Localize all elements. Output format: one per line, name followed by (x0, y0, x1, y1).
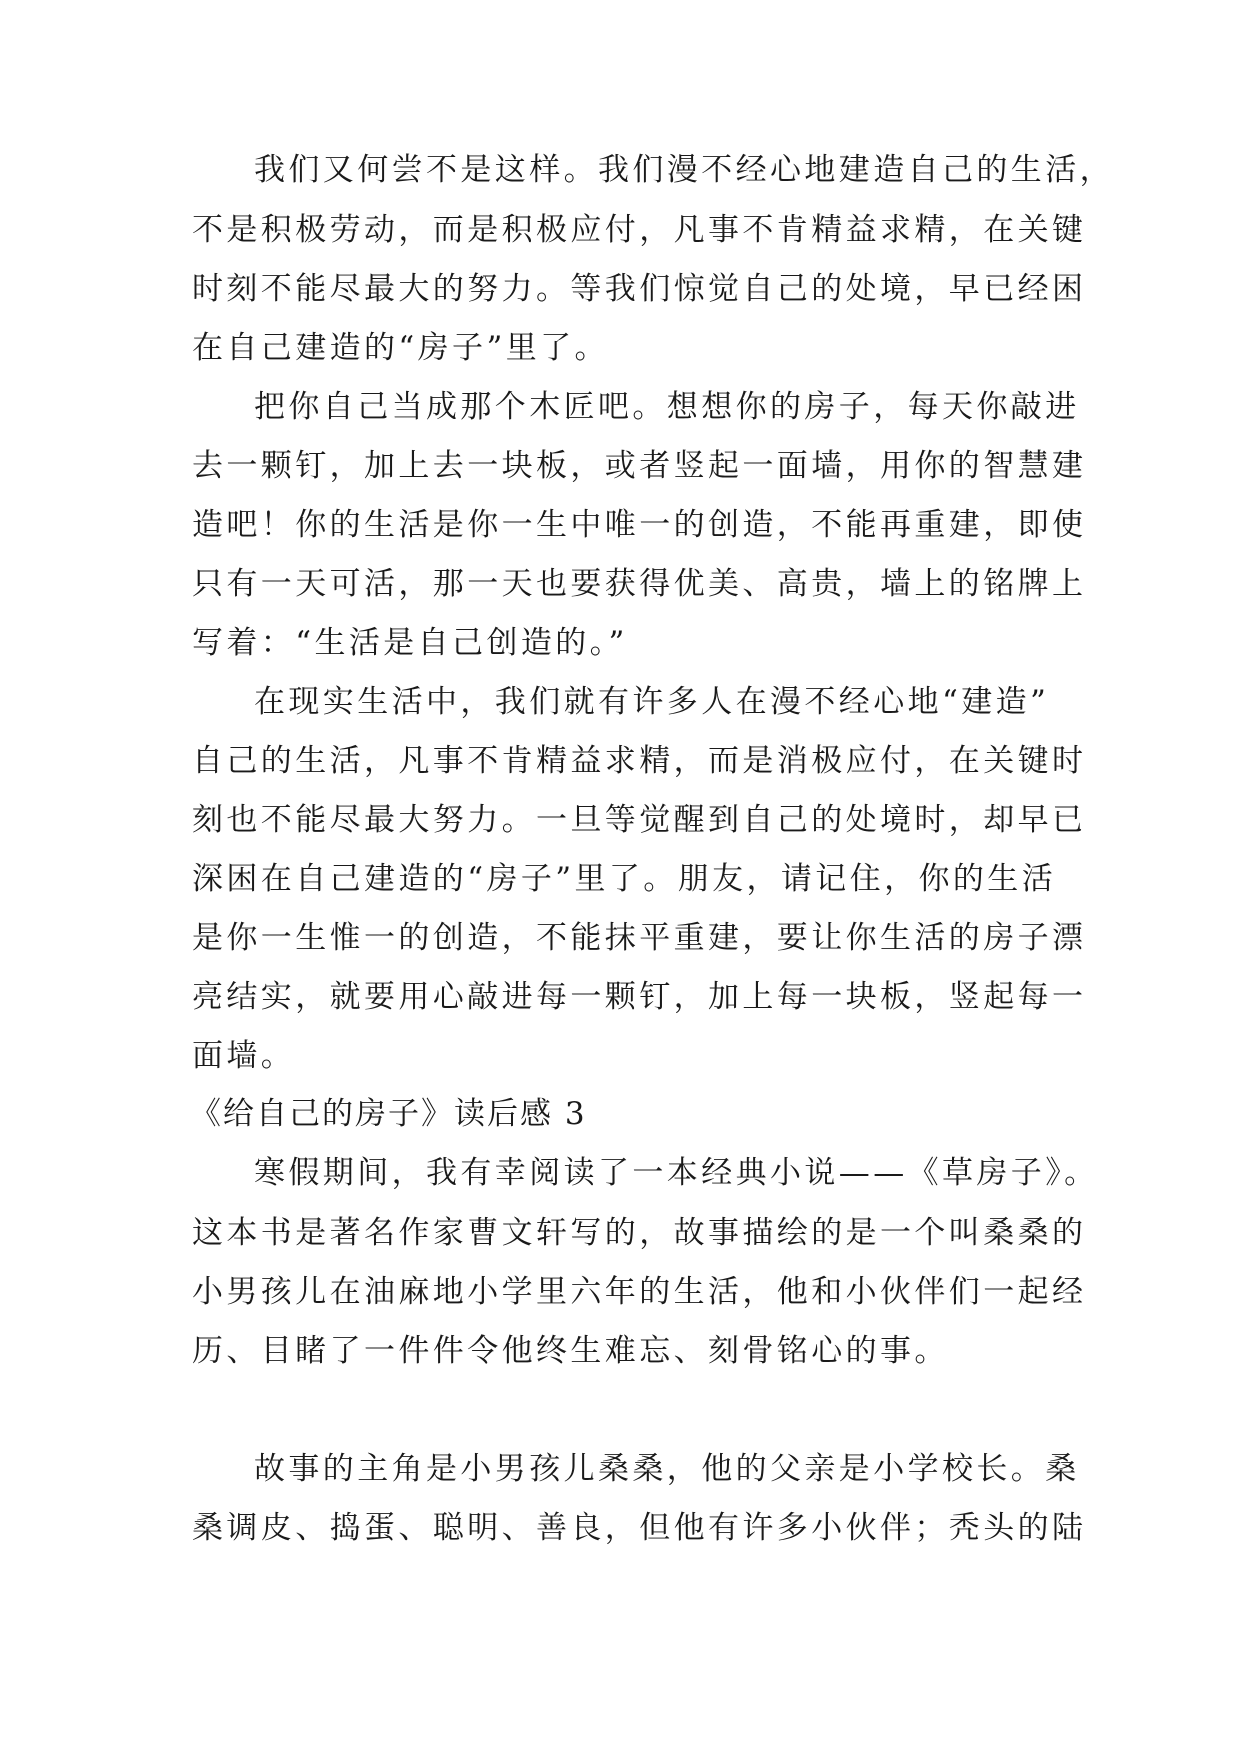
paragraph-line: 桑调皮、捣蛋、聪明、善良，但他有许多小伙伴；秃头的陆 (192, 1510, 1087, 1546)
paragraph-line: 把你自己当成那个木匠吧。想想你的房子，每天你敲进 (254, 389, 1080, 425)
paragraph-line: 历、目睹了一件件令他终生难忘、刻骨铭心的事。 (192, 1333, 949, 1369)
paragraph-line: 我们又何尝不是这样。我们漫不经心地建造自己的生活， (254, 152, 1114, 188)
paragraph-line: 在自己建造的“房子”里了。 (192, 330, 609, 366)
section-heading: 《给自己的房子》读后感 3 (190, 1096, 587, 1132)
paragraph-line: 亮结实，就要用心敲进每一颗钉，加上每一块板，竖起每一 (192, 979, 1087, 1015)
paragraph-line: 小男孩儿在油麻地小学里六年的生活，他和小伙伴们一起经 (192, 1274, 1087, 1310)
paragraph-line: 造吧！你的生活是你一生中唯一的创造，不能再重建，即使 (192, 507, 1087, 543)
paragraph-line: 不是积极劳动，而是积极应付，凡事不肯精益求精，在关键 (192, 212, 1087, 248)
paragraph-line: 是你一生惟一的创造，不能抹平重建，要让你生活的房子漂 (192, 920, 1087, 956)
paragraph-line: 故事的主角是小男孩儿桑桑，他的父亲是小学校长。桑 (254, 1451, 1080, 1487)
paragraph-line: 寒假期间，我有幸阅读了一本经典小说——《草房子》。 (254, 1155, 1099, 1191)
paragraph-line: 只有一天可活，那一天也要获得优美、高贵，墙上的铭牌上 (192, 566, 1087, 602)
paragraph-line: 刻也不能尽最大努力。一旦等觉醒到自己的处境时，却早已 (192, 802, 1087, 838)
paragraph-line: 这本书是著名作家曹文轩写的，故事描绘的是一个叫桑桑的 (192, 1215, 1087, 1251)
paragraph-line: 写着：“生活是自己创造的。” (192, 625, 628, 661)
paragraph-line: 在现实生活中，我们就有许多人在漫不经心地“建造” (254, 684, 1050, 720)
paragraph-line: 自己的生活，凡事不肯精益求精，而是消极应付，在关键时 (192, 743, 1087, 779)
paragraph-line: 去一颗钉，加上去一块板，或者竖起一面墙，用你的智慧建 (192, 448, 1087, 484)
paragraph-line: 时刻不能尽最大的努力。等我们惊觉自己的处境，早已经困 (192, 271, 1087, 307)
paragraph-line: 深困在自己建造的“房子”里了。朋友，请记住，你的生活 (192, 861, 1057, 897)
paragraph-line: 面墙。 (192, 1038, 296, 1074)
